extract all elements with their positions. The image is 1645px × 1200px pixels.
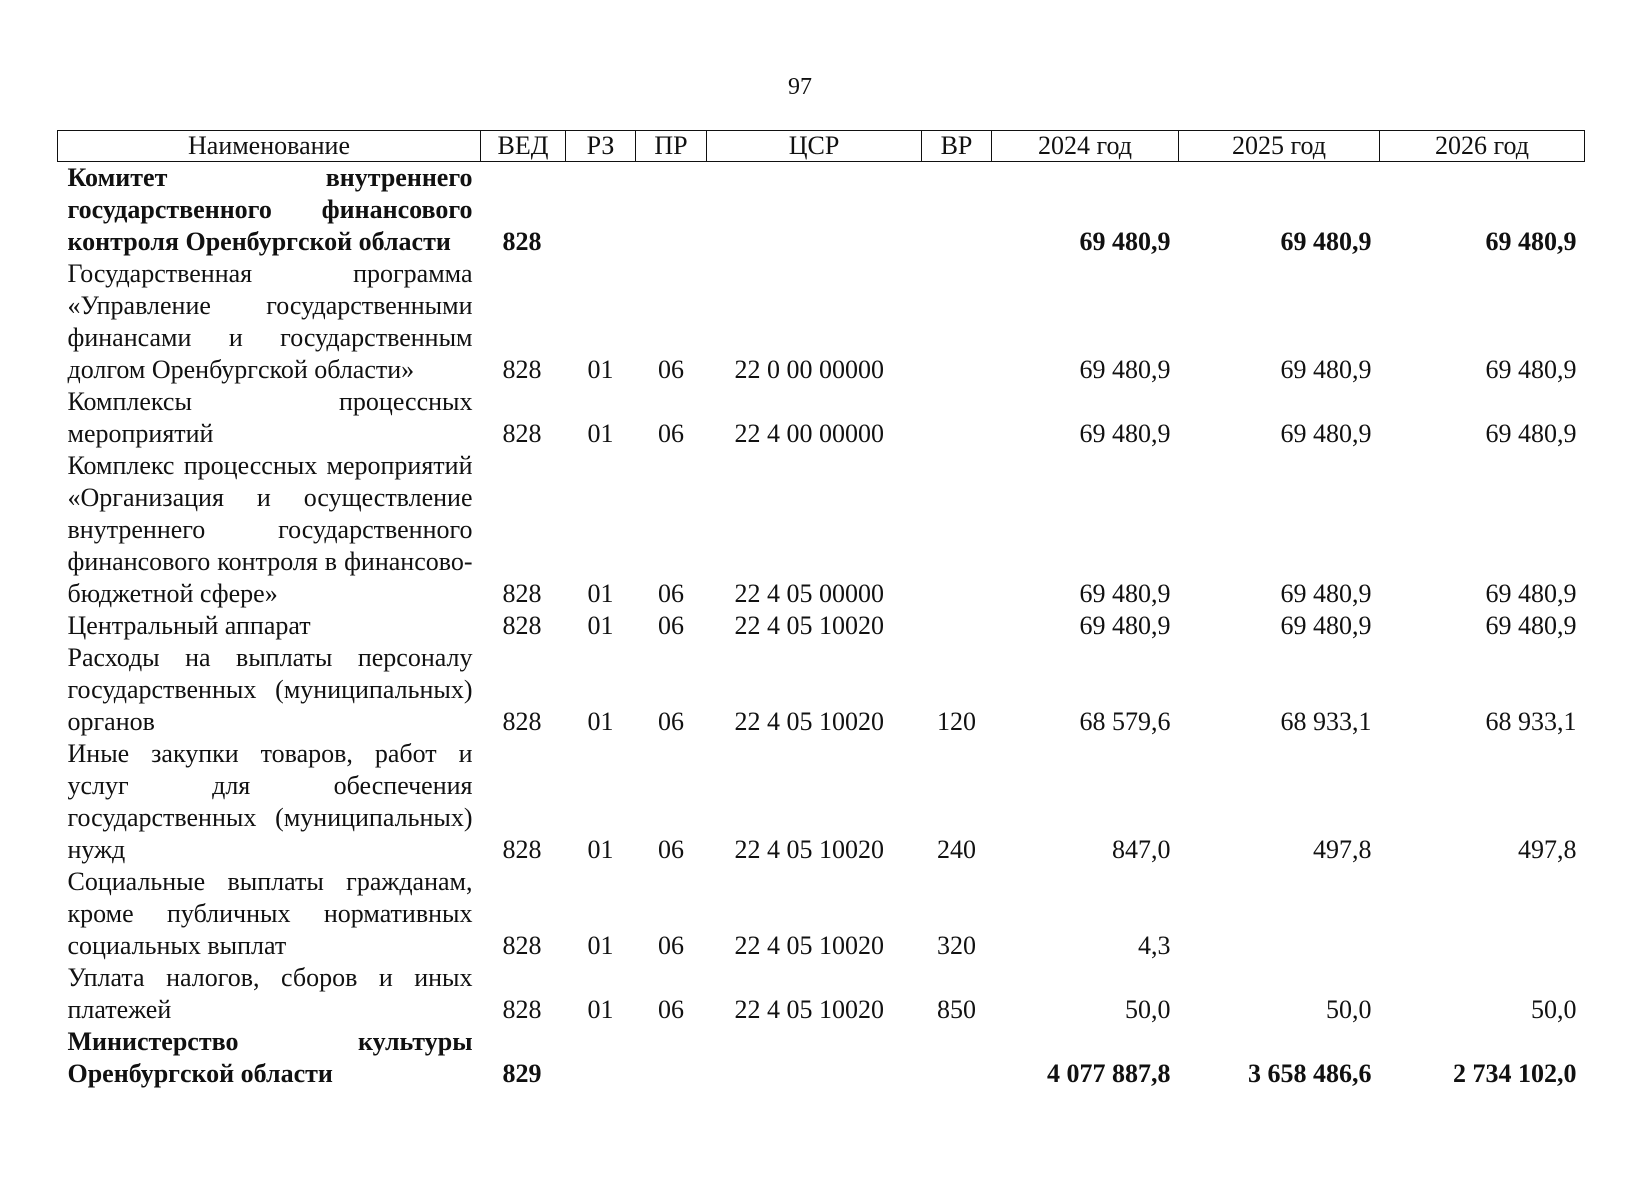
cell-ved: 828 bbox=[502, 419, 542, 448]
cell-2026 bbox=[1380, 866, 1585, 962]
cell-rz: 01 bbox=[587, 611, 614, 640]
cell-2025: 69 480,9 bbox=[1280, 419, 1372, 448]
cell-rz: 01 bbox=[587, 419, 614, 448]
cell-2024: 69 480,9 bbox=[1079, 227, 1171, 256]
header-pr: ПР bbox=[636, 131, 707, 162]
cell-vr bbox=[922, 1026, 992, 1090]
table-row bbox=[58, 258, 1585, 386]
cell-pr bbox=[636, 162, 707, 259]
cell-2024: 69 480,9 bbox=[1079, 419, 1171, 448]
table-row bbox=[58, 386, 1585, 450]
cell-ved: 828 bbox=[502, 995, 542, 1024]
cell-name: Комитет внутреннего государственного финансового контроля Оренбургской области bbox=[67, 163, 473, 256]
cell-2024: 69 480,9 bbox=[1079, 579, 1171, 608]
table-row bbox=[58, 450, 1585, 610]
cell-name: Комплексы процессных мероприятий bbox=[67, 387, 473, 448]
cell-2024: 69 480,9 bbox=[1079, 611, 1171, 640]
cell-2024: 50,0 bbox=[1125, 995, 1171, 1024]
cell-name: Социальные выплаты гражданам, кроме публичных нормативных социальных выплат bbox=[67, 867, 473, 960]
cell-ved: 829 bbox=[502, 1059, 542, 1088]
cell-ved: 828 bbox=[502, 355, 542, 384]
cell-pr bbox=[636, 1026, 707, 1090]
cell-vr bbox=[922, 386, 992, 450]
cell-ved: 828 bbox=[502, 707, 542, 736]
header-rz: РЗ bbox=[566, 131, 636, 162]
cell-2026: 497,8 bbox=[1518, 835, 1577, 864]
cell-2026: 69 480,9 bbox=[1485, 355, 1577, 384]
cell-2024: 69 480,9 bbox=[1079, 355, 1171, 384]
cell-rz: 01 bbox=[587, 355, 614, 384]
cell-vr bbox=[922, 610, 992, 642]
cell-name: Центральный аппарат bbox=[67, 611, 311, 640]
cell-2026: 69 480,9 bbox=[1485, 611, 1577, 640]
cell-2026: 69 480,9 bbox=[1485, 227, 1577, 256]
cell-pr: 06 bbox=[658, 835, 684, 864]
cell-2024: 4 077 887,8 bbox=[1047, 1059, 1171, 1088]
cell-2025: 69 480,9 bbox=[1280, 355, 1372, 384]
page-number: 97 bbox=[788, 74, 812, 100]
cell-csr: 22 4 05 10020 bbox=[734, 995, 884, 1024]
cell-2024: 847,0 bbox=[1112, 835, 1171, 864]
cell-ved: 828 bbox=[502, 611, 542, 640]
header-2025: 2025 год bbox=[1179, 131, 1380, 162]
cell-rz: 01 bbox=[587, 707, 614, 736]
cell-ved: 828 bbox=[502, 835, 542, 864]
cell-2025 bbox=[1179, 866, 1380, 962]
cell-2026: 69 480,9 bbox=[1485, 579, 1577, 608]
cell-2024: 68 579,6 bbox=[1079, 707, 1171, 736]
cell-name: Иные закупки товаров, работ и услуг для обеспечения государственных (муниципальных) нужд bbox=[67, 739, 473, 864]
cell-2025: 3 658 486,6 bbox=[1248, 1059, 1372, 1088]
table-row bbox=[58, 962, 1585, 1026]
cell-rz: 01 bbox=[587, 579, 614, 608]
header-name: Наименование bbox=[58, 131, 481, 162]
cell-csr bbox=[707, 162, 922, 259]
cell-csr: 22 0 00 00000 bbox=[734, 355, 884, 384]
cell-csr: 22 4 05 10020 bbox=[734, 707, 884, 736]
cell-pr: 06 bbox=[658, 611, 684, 640]
cell-pr: 06 bbox=[658, 355, 684, 384]
cell-2025: 68 933,1 bbox=[1280, 707, 1372, 736]
cell-csr bbox=[707, 1026, 922, 1090]
header-csr: ЦСР bbox=[707, 131, 922, 162]
cell-2024: 4,3 bbox=[1138, 931, 1171, 960]
cell-2026: 68 933,1 bbox=[1485, 707, 1577, 736]
cell-2025: 497,8 bbox=[1313, 835, 1372, 864]
cell-rz bbox=[566, 1026, 636, 1090]
cell-ved: 828 bbox=[502, 227, 542, 256]
header-vr: ВР bbox=[922, 131, 992, 162]
cell-name: Министерство культуры Оренбургской области bbox=[67, 1027, 473, 1088]
table-body bbox=[58, 162, 1585, 1091]
budget-table bbox=[57, 130, 1585, 1090]
cell-vr: 320 bbox=[937, 931, 976, 960]
cell-csr: 22 4 05 10020 bbox=[734, 931, 884, 960]
cell-2025: 50,0 bbox=[1326, 995, 1372, 1024]
table-header-row bbox=[58, 131, 1585, 162]
cell-pr: 06 bbox=[658, 931, 684, 960]
cell-csr: 22 4 05 10020 bbox=[734, 835, 884, 864]
cell-csr: 22 4 05 10020 bbox=[734, 611, 884, 640]
cell-ved: 828 bbox=[502, 579, 542, 608]
cell-vr bbox=[922, 162, 992, 259]
cell-pr: 06 bbox=[658, 579, 684, 608]
cell-vr bbox=[922, 450, 992, 610]
cell-csr: 22 4 05 00000 bbox=[734, 579, 884, 608]
cell-vr: 850 bbox=[937, 995, 976, 1024]
cell-ved: 828 bbox=[502, 931, 542, 960]
cell-2026: 2 734 102,0 bbox=[1453, 1059, 1577, 1088]
cell-rz: 01 bbox=[587, 835, 614, 864]
cell-name: Государственная программа «Управление государственными финансами и государственным долгом Оренбургской области» bbox=[67, 259, 473, 384]
header-2026: 2026 год bbox=[1380, 131, 1585, 162]
cell-2025: 69 480,9 bbox=[1280, 611, 1372, 640]
cell-rz: 01 bbox=[587, 931, 614, 960]
cell-2025: 69 480,9 bbox=[1280, 227, 1372, 256]
cell-name: Комплекс процессных мероприятий «Организация и осуществление внутреннего государственного финансового контроля в финансово-бюджетной сфере» bbox=[67, 451, 473, 608]
cell-vr: 120 bbox=[937, 707, 976, 736]
cell-2025: 69 480,9 bbox=[1280, 579, 1372, 608]
cell-vr: 240 bbox=[937, 835, 976, 864]
cell-2026: 69 480,9 bbox=[1485, 419, 1577, 448]
header-ved: ВЕД bbox=[481, 131, 566, 162]
cell-csr: 22 4 00 00000 bbox=[734, 419, 884, 448]
cell-pr: 06 bbox=[658, 995, 684, 1024]
cell-pr: 06 bbox=[658, 419, 684, 448]
table-row bbox=[58, 738, 1585, 866]
cell-2026: 50,0 bbox=[1531, 995, 1577, 1024]
table-row bbox=[58, 1026, 1585, 1090]
header-2024: 2024 год bbox=[992, 131, 1179, 162]
table-row bbox=[58, 610, 1585, 642]
cell-name: Уплата налогов, сборов и иных платежей bbox=[67, 963, 473, 1024]
cell-vr bbox=[922, 258, 992, 386]
table-row bbox=[58, 162, 1585, 259]
cell-pr: 06 bbox=[658, 707, 684, 736]
cell-name: Расходы на выплаты персоналу государственных (муниципальных) органов bbox=[67, 643, 473, 736]
cell-rz: 01 bbox=[587, 995, 614, 1024]
cell-rz bbox=[566, 162, 636, 259]
table-row bbox=[58, 642, 1585, 738]
table-row bbox=[58, 866, 1585, 962]
